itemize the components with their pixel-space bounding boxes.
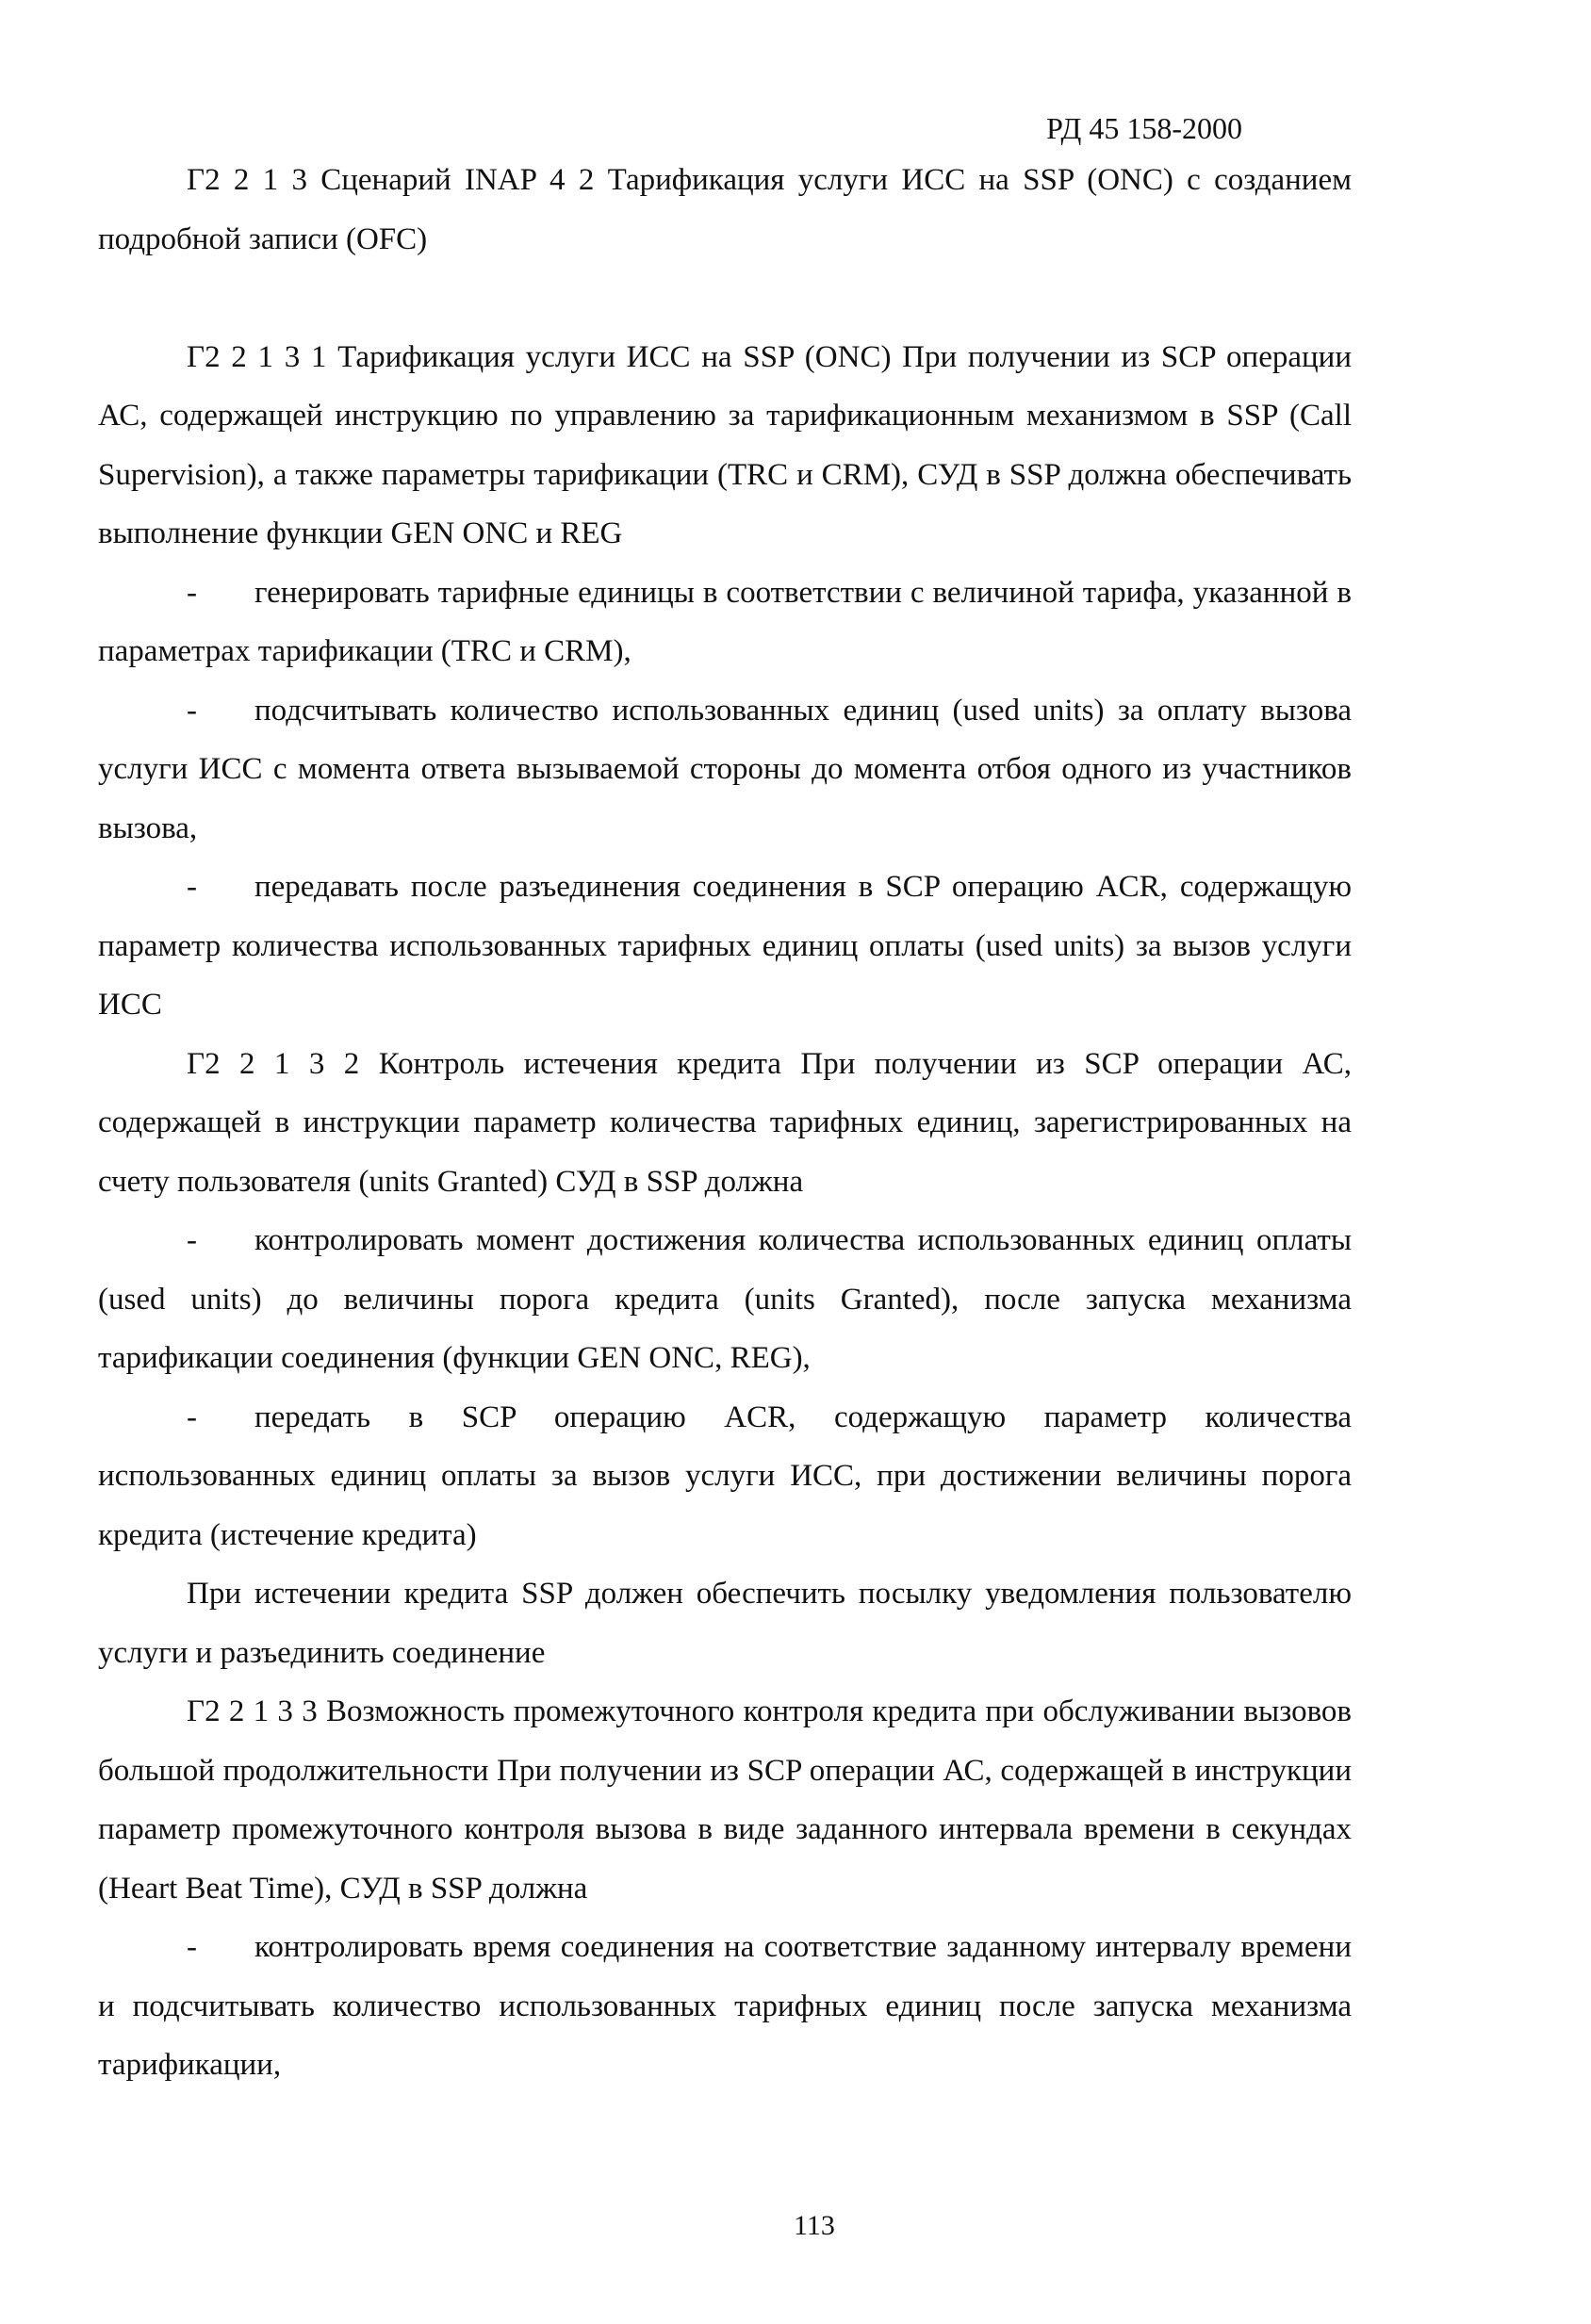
page-number: 113	[794, 2210, 835, 2241]
document-code: РД 45 158-2000	[1046, 111, 1242, 145]
paragraph	[98, 1035, 1352, 1212]
bullet-dash: -	[187, 1223, 197, 1257]
list-item	[98, 1918, 1352, 2095]
bullet-dash: -	[187, 693, 197, 728]
list-item-text: подсчитывать количество использованных единиц (used units) за оплату вызова услуги ИСС с момента ответа вызываемой стороны до момента отбоя одного из участников вызова,	[98, 693, 1352, 845]
paragraph	[98, 1682, 1352, 1918]
paragraph-text: При истечении кредита SSP должен обеспечить посылку уведомления пользователю услуги и разъединить соединение	[98, 1577, 1352, 1670]
document-body	[98, 151, 1352, 2095]
list-item	[98, 1211, 1352, 1388]
bullet-dash: -	[187, 575, 197, 610]
list-item-text: передавать после разъединения соединения в SCP операцию ACR, содержащую параметр количества использованных тарифных единиц оплаты (used units) за вызов услуги ИСС	[98, 870, 1352, 1022]
bullet-dash: -	[187, 1399, 197, 1434]
list-item	[98, 1388, 1352, 1565]
list-item	[98, 858, 1352, 1035]
paragraph-text: Г2 2 1 3 3 Возможность промежуточного контроля кредита при обслуживании вызовов большой продолжительности При получении из SCP операции АС, содержащей в инструкции параметр промежуточного контроля вызова в виде заданного интервала времени в секундах (Heart Beat Time), СУД в SSP должна	[98, 1694, 1352, 1906]
paragraph	[98, 1564, 1352, 1682]
section-heading	[98, 151, 1352, 269]
paragraph-text: Г2 2 1 3 Сценарий INAP 4 2 Тарификация услуги ИСС на SSP (ONC) с созданием подробной записи (OFC)	[98, 163, 1352, 256]
list-item-text: передать в SCP операцию ACR, содержащую параметр количества использованных единиц оплаты за вызов услуги ИСС, при достижении величины порога кредита (истечение кредита)	[98, 1399, 1352, 1552]
list-item-text: генерировать тарифные единицы в соответствии с величиной тарифа, указанной в параметрах тарификации (TRC и CRM),	[98, 575, 1352, 668]
bullet-dash: -	[187, 870, 197, 904]
list-item-text: контролировать время соединения на соответствие заданному интервалу времени и подсчитывать количество использованных тарифных единиц после запуска механизма тарификации,	[98, 1930, 1352, 2082]
list-item	[98, 564, 1352, 681]
paragraph-text: Г2 2 1 3 2 Контроль истечения кредита При получении из SCP операции АС, содержащей в инструкции параметр количества тарифных единиц, зарегистрированных на счету пользователя (units Granted) СУД в SSP должна	[98, 1046, 1352, 1199]
bullet-dash: -	[187, 1930, 197, 1964]
list-item-text: контролировать момент достижения количества использованных единиц оплаты (used units) до величины порога кредита (units Granted), после запуска механизма тарификации соединения (функции GEN ONC, REG),	[98, 1223, 1352, 1375]
paragraph	[98, 328, 1352, 564]
paragraph-text: Г2 2 1 3 1 Тарификация услуги ИСС на SSP (ONC) При получении из SCP операции АС, содержащей инструкцию по управлению за тарификационным механизмом в SSP (Call Supervision), а также параметры тарификации (TRC и CRM), СУД в SSP должна обеспечивать выполнение функции GEN ONC и REG	[98, 339, 1352, 550]
list-item	[98, 681, 1352, 859]
